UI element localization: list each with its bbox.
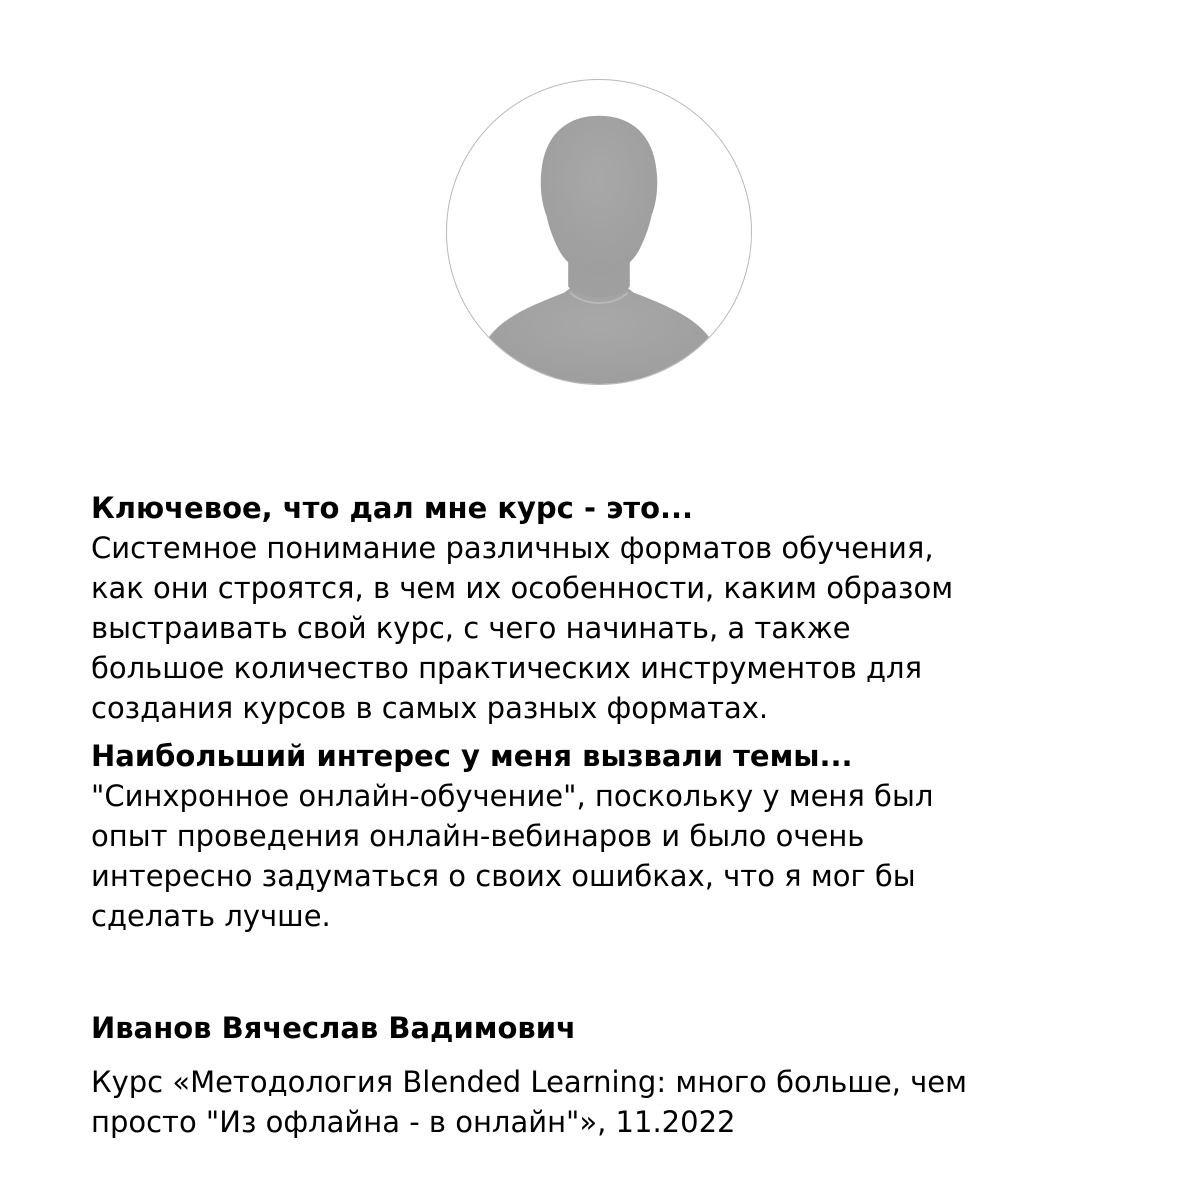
course-line: Курс «Методология Blended Learning: много больше, чем xyxy=(91,1065,968,1099)
section2-line: опыт проведения онлайн-вебинаров и было очень xyxy=(91,819,865,853)
course-info xyxy=(91,1062,967,1142)
section1-line: создания курсов в самых разных форматах. xyxy=(91,691,769,725)
avatar xyxy=(446,79,752,385)
course-line: просто "Из офлайна - в онлайн"», 11.2022 xyxy=(91,1105,736,1139)
section2 xyxy=(91,736,1131,936)
author-name: Иванов Вячеслав Вадимович xyxy=(91,1011,576,1045)
section2-line: интересно задуматься о своих ошибках, что я мог бы xyxy=(91,859,916,893)
section2-text xyxy=(91,776,1131,936)
section1-line: Системное понимание различных форматов обучения, xyxy=(91,531,934,565)
testimonial-body xyxy=(91,488,1131,936)
section1-line: как они строятся, в чем их особенности, каким образом xyxy=(91,571,954,605)
section2-line: сделать лучше. xyxy=(91,899,331,933)
section1-line: выстраивать свой курс, с чего начинать, а также xyxy=(91,611,851,645)
section2-line: "Синхронное онлайн-обучение", поскольку у меня был xyxy=(91,779,934,813)
section2-heading: Наибольший интерес у меня вызвали темы... xyxy=(91,739,853,773)
person-silhouette-icon xyxy=(447,80,751,384)
section1-line: большое количество практических инструментов для xyxy=(91,651,923,685)
section1-heading: Ключевое, что дал мне курс - это... xyxy=(91,491,694,525)
section1-text xyxy=(91,528,1131,728)
